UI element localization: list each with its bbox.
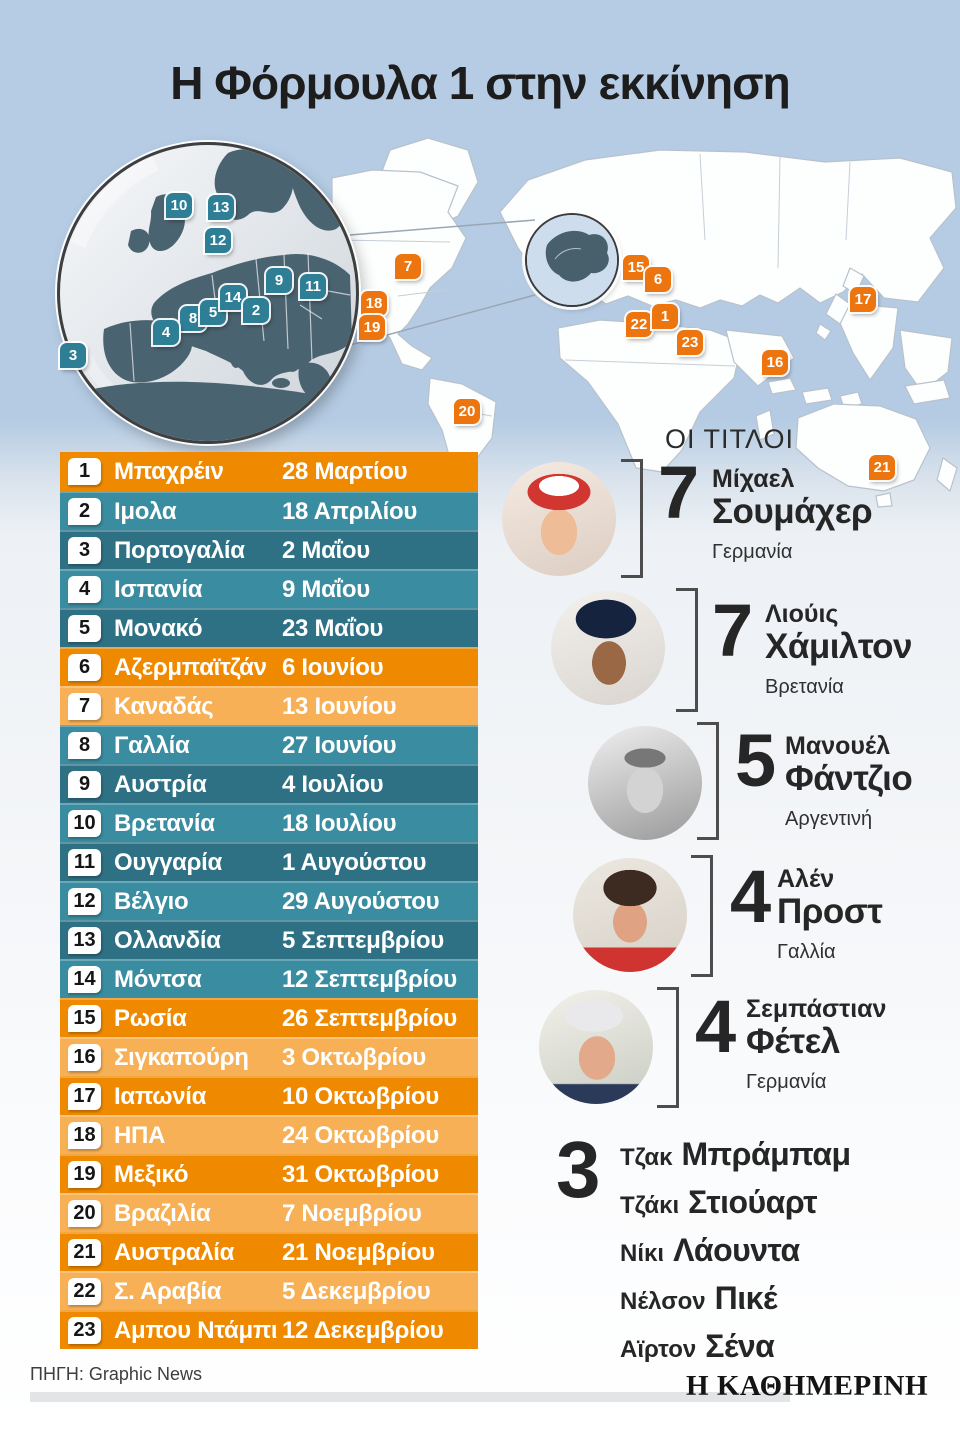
champion-text xyxy=(746,996,886,1094)
bracket-line xyxy=(691,855,713,977)
map-marker-14: 14 xyxy=(220,285,246,310)
race-date: 18 Απριλίου xyxy=(282,497,418,525)
three-titles-count: 3 xyxy=(556,1125,601,1214)
race-date: 27 Ιουνίου xyxy=(282,731,397,759)
champion-title-count: 5 xyxy=(735,719,777,802)
map-marker-3: 3 xyxy=(60,343,86,368)
race-country: Μεξικό xyxy=(114,1160,189,1188)
three-titles-drivers xyxy=(620,1136,851,1376)
race-country: Ιμολα xyxy=(114,497,177,525)
race-date: 18 Ιουλίου xyxy=(282,809,397,837)
map-marker-4: 4 xyxy=(153,320,179,345)
race-row xyxy=(60,842,478,881)
map-marker-17: 17 xyxy=(850,287,876,312)
champion-first-name: Σεμπάστιαν xyxy=(746,995,887,1023)
champion-text xyxy=(777,866,882,964)
race-date: 23 Μαΐου xyxy=(282,614,384,642)
race-country: Ουγγαρία xyxy=(114,848,222,876)
race-date: 5 Σεπτεμβρίου xyxy=(282,926,444,954)
driver-name-row: Τζακ Μπράμπαμ xyxy=(620,1136,851,1172)
map-marker-12: 12 xyxy=(205,228,231,253)
race-number-badge: 3 xyxy=(68,537,101,564)
race-date: 1 Αυγούστου xyxy=(282,848,427,876)
champion-text xyxy=(765,601,912,699)
bracket-line xyxy=(621,459,643,578)
map-marker-18: 18 xyxy=(361,291,387,316)
champion-last-name: Σουμάχερ xyxy=(712,492,873,532)
race-country: Αυστραλία xyxy=(114,1238,235,1266)
race-number-badge: 7 xyxy=(68,693,101,720)
map-marker-5: 5 xyxy=(200,300,226,325)
race-row xyxy=(60,1310,478,1349)
race-date: 2 Μαΐου xyxy=(282,536,370,564)
race-date: 7 Νοεμβρίου xyxy=(282,1199,422,1227)
race-row xyxy=(60,1115,478,1154)
race-row xyxy=(60,1271,478,1310)
source-credit: ΠΗΓΗ: Graphic News xyxy=(30,1364,202,1384)
europe-locator-graphic xyxy=(527,215,617,305)
race-row xyxy=(60,725,478,764)
race-country: Μόντσα xyxy=(114,965,202,993)
map-marker-22: 22 xyxy=(626,312,652,337)
champion-first-name: Αλέν xyxy=(777,865,835,893)
champion-title-count: 4 xyxy=(695,985,737,1068)
champion-country: Γερμανία xyxy=(712,541,793,563)
race-country: Αυστρία xyxy=(114,770,207,798)
race-country: Ρωσία xyxy=(114,1004,187,1032)
race-row xyxy=(60,530,478,569)
race-number-badge: 18 xyxy=(68,1122,101,1149)
champion-last-name: Προστ xyxy=(777,892,883,932)
driver-name-row: Νέλσον Πικέ xyxy=(620,1280,777,1316)
race-number-badge: 19 xyxy=(68,1161,101,1188)
champion-photo xyxy=(573,858,687,972)
race-row xyxy=(60,491,478,530)
race-row xyxy=(60,764,478,803)
race-date: 3 Οκτωβρίου xyxy=(282,1043,426,1071)
champion-first-name: Λιούις xyxy=(765,600,839,628)
race-row xyxy=(60,959,478,998)
race-date: 10 Οκτωβρίου xyxy=(282,1082,439,1110)
race-row xyxy=(60,608,478,647)
race-date: 4 Ιουλίου xyxy=(282,770,384,798)
europe-locator-circle xyxy=(525,213,619,307)
race-number-badge: 2 xyxy=(68,498,101,525)
race-date: 12 Σεπτεμβρίου xyxy=(282,965,457,993)
race-date: 26 Σεπτεμβρίου xyxy=(282,1004,457,1032)
map-marker-23: 23 xyxy=(677,330,703,355)
map-marker-19: 19 xyxy=(359,315,385,340)
map-marker-11: 11 xyxy=(300,274,326,299)
race-country: ΗΠΑ xyxy=(114,1121,166,1149)
race-row xyxy=(60,1154,478,1193)
champion-country: Γερμανία xyxy=(746,1071,827,1093)
race-date: 5 Δεκεμβρίου xyxy=(282,1277,431,1305)
race-number-badge: 1 xyxy=(68,458,101,485)
race-country: Βραζιλία xyxy=(114,1199,211,1227)
race-date: 12 Δεκεμβρίου xyxy=(282,1316,444,1344)
race-date: 24 Οκτωβρίου xyxy=(282,1121,439,1149)
map-marker-10: 10 xyxy=(166,193,192,218)
race-country: Γαλλία xyxy=(114,731,190,759)
map-marker-1: 1 xyxy=(652,304,678,329)
champion-first-name: Μίχαελ xyxy=(712,465,795,493)
champion-first-name: Μανουέλ xyxy=(785,732,891,760)
race-row xyxy=(60,647,478,686)
champion-country: Γαλλία xyxy=(777,941,836,963)
race-row xyxy=(60,1076,478,1115)
map-marker-7: 7 xyxy=(395,254,421,279)
driver-name-row: Αϊρτον Σένα xyxy=(620,1328,775,1364)
race-number-badge: 5 xyxy=(68,615,101,642)
race-country: Ιαπωνία xyxy=(114,1082,207,1110)
champion-country: Βρετανία xyxy=(765,676,844,698)
page-title: Η Φόρμουλα 1 στην εκκίνηση xyxy=(170,57,790,109)
race-date: 31 Οκτωβρίου xyxy=(282,1160,439,1188)
map-marker-9: 9 xyxy=(266,268,292,293)
champion-title-count: 4 xyxy=(730,855,772,938)
race-row xyxy=(60,998,478,1037)
race-number-badge: 11 xyxy=(68,849,101,876)
race-country: Σιγκαπούρη xyxy=(114,1043,249,1071)
map-marker-8: 8 xyxy=(180,306,206,331)
footer-divider xyxy=(30,1392,790,1402)
race-calendar-table xyxy=(60,452,478,1349)
map-marker-20: 20 xyxy=(454,399,480,424)
map-marker-13: 13 xyxy=(208,195,234,220)
race-row xyxy=(60,1037,478,1076)
driver-name-row: Τζάκι Στιούαρτ xyxy=(620,1184,818,1220)
race-country: Πορτογαλία xyxy=(114,536,245,564)
race-row xyxy=(60,1193,478,1232)
champion-last-name: Φέτελ xyxy=(746,1022,840,1062)
race-number-badge: 20 xyxy=(68,1200,101,1227)
race-date: 28 Μαρτίου xyxy=(282,457,408,485)
champion-photo xyxy=(502,462,616,576)
race-country: Καναδάς xyxy=(114,692,214,720)
champion-country: Αργεντινή xyxy=(785,808,873,830)
race-number-badge: 17 xyxy=(68,1083,101,1110)
race-number-badge: 16 xyxy=(68,1044,101,1071)
race-country: Μπαχρέιν xyxy=(114,457,224,485)
champion-title-count: 7 xyxy=(658,451,700,534)
race-number-badge: 21 xyxy=(68,1239,101,1266)
bracket-line xyxy=(697,722,719,840)
map-marker-15: 15 xyxy=(623,255,649,280)
race-number-badge: 22 xyxy=(68,1278,101,1305)
champion-title-count: 7 xyxy=(712,589,754,672)
race-row xyxy=(60,881,478,920)
race-row xyxy=(60,1232,478,1271)
publisher-logo: Η ΚΑΘΗΜΕΡΙΝΗ xyxy=(686,1370,928,1402)
champion-last-name: Χάμιλτον xyxy=(765,627,912,667)
champion-photo xyxy=(588,726,702,840)
titles-heading: ΟΙ ΤΙΤΛΟΙ xyxy=(665,424,794,454)
champion-text xyxy=(785,733,912,831)
race-number-badge: 10 xyxy=(68,810,101,837)
map-marker-21: 21 xyxy=(869,455,895,480)
map-marker-2: 2 xyxy=(243,298,269,323)
race-number-badge: 6 xyxy=(68,654,101,681)
race-country: Αζερμπαϊτζάν xyxy=(114,653,267,681)
race-number-badge: 9 xyxy=(68,771,101,798)
race-country: Βρετανία xyxy=(114,809,215,837)
map-marker-16: 16 xyxy=(762,350,788,375)
race-number-badge: 8 xyxy=(68,732,101,759)
race-date: 21 Νοεμβρίου xyxy=(282,1238,435,1266)
bracket-line xyxy=(657,987,679,1108)
map-marker-6: 6 xyxy=(645,267,671,292)
race-number-badge: 14 xyxy=(68,966,101,993)
race-country: Ισπανία xyxy=(114,575,203,603)
race-date: 9 Μαΐου xyxy=(282,575,370,603)
champion-text xyxy=(712,466,872,564)
race-date: 13 Ιουνίου xyxy=(282,692,397,720)
race-row xyxy=(60,920,478,959)
champion-photo xyxy=(551,591,665,705)
race-row xyxy=(60,686,478,725)
race-number-badge: 4 xyxy=(68,576,101,603)
race-number-badge: 12 xyxy=(68,888,101,915)
champion-photo xyxy=(539,990,653,1104)
race-row xyxy=(60,803,478,842)
race-number-badge: 13 xyxy=(68,927,101,954)
race-row xyxy=(60,569,478,608)
race-country: Βέλγιο xyxy=(114,887,189,915)
race-number-badge: 23 xyxy=(68,1317,101,1344)
race-country: Αμπου Ντάμπι xyxy=(114,1316,278,1344)
race-country: Ολλανδία xyxy=(114,926,221,954)
race-date: 6 Ιουνίου xyxy=(282,653,384,681)
race-date: 29 Αυγούστου xyxy=(282,887,440,915)
race-country: Σ. Αραβία xyxy=(114,1277,222,1305)
champion-last-name: Φάντζιο xyxy=(785,759,913,799)
race-number-badge: 15 xyxy=(68,1005,101,1032)
race-country: Μονακό xyxy=(114,614,203,642)
race-row xyxy=(60,452,478,491)
bracket-line xyxy=(676,588,698,712)
driver-name-row: Νίκι Λάουντα xyxy=(620,1232,800,1268)
